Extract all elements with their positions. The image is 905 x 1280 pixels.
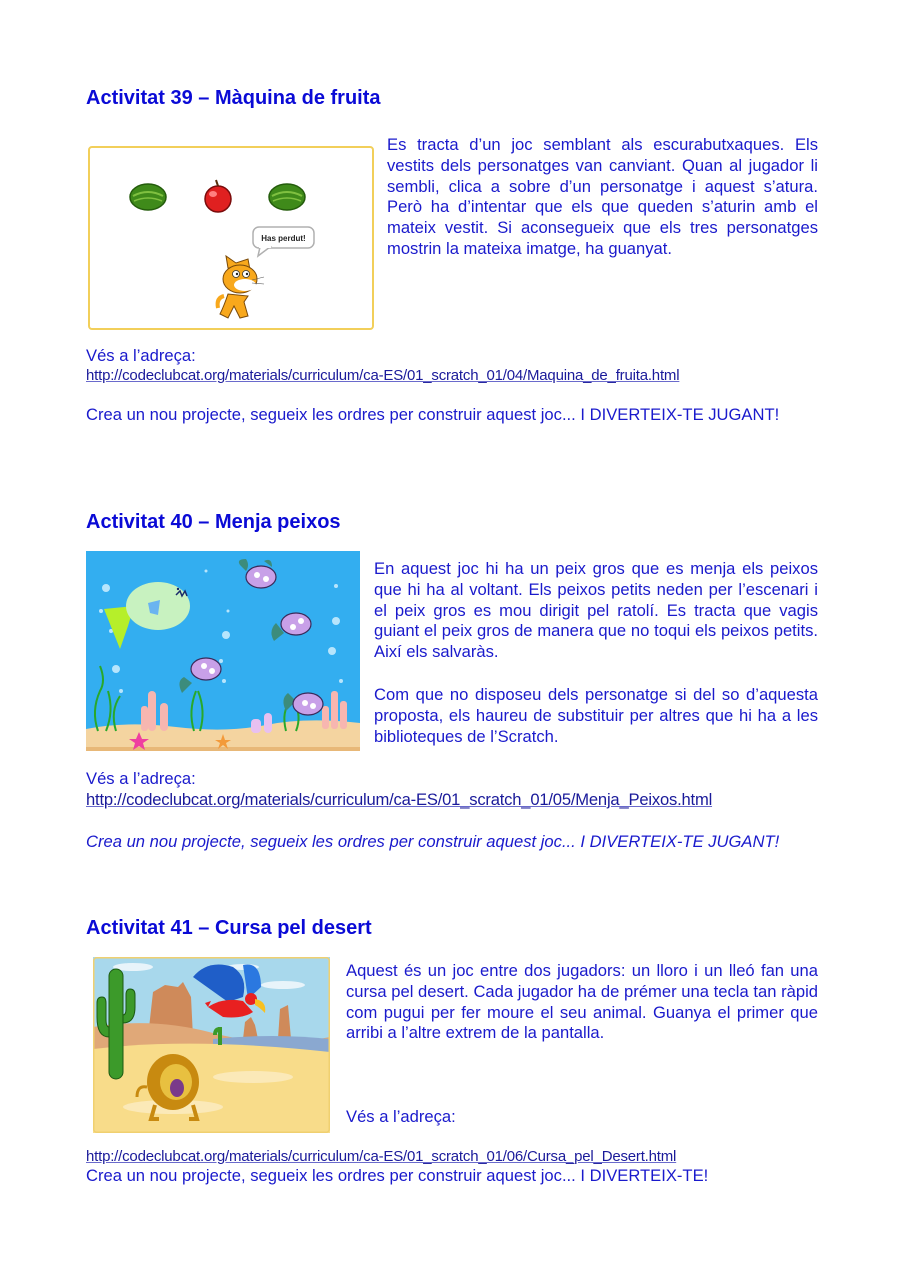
goto-label: Vés a l’adreça: xyxy=(86,769,196,788)
activity-description: En aquest joc hi ha un peix gros que es menja els peixos que hi ha al voltant. Els peixos petits neden per l’escenari i el peix gros es mou dirigit pel ratolí. Es tracta que vagis guiant el peix gros de manera que no toqui els peixos petits. Així els salvaràs. xyxy=(374,559,818,662)
activity-link[interactable]: http://codeclubcat.org/materials/curriculum/ca-ES/01_scratch_01/05/Menja_Peixos.html xyxy=(86,790,713,809)
fish-game-image xyxy=(86,551,360,751)
call-to-action: Crea un nou projecte, segueix les ordres per construir aquest joc... I DIVERTEIX-TE JUGANT! xyxy=(86,832,780,851)
goto-label: Vés a l’adreça: xyxy=(346,1107,456,1126)
activity-title: Activitat 40 – Menja peixos xyxy=(86,511,341,533)
call-to-action: Crea un nou projecte, segueix les ordres per construir aquest joc... I DIVERTEIX-TE! xyxy=(86,1166,709,1185)
activity-link[interactable]: http://codeclubcat.org/materials/curriculum/ca-ES/01_scratch_01/06/Cursa_pel_Desert.html xyxy=(86,1148,677,1165)
desert-race-image xyxy=(93,957,330,1133)
activity-description: Es tracta d’un joc semblant als escurabutxaques. Els vestits dels personatges van canviant. Quan al jugador li sembli, clica a sobre d’un personatge i aquest s’atura. Però ha d’intentar que els que queden s’aturin amb el mateix vestit. Si aconsegueix que els tres personatges mostrin la mateixa imatge, ha guanyat. xyxy=(387,135,818,258)
goto-label: Vés a l’adreça: xyxy=(86,346,196,365)
fruit-machine-image xyxy=(88,146,374,330)
activity-description: Aquest és un joc entre dos jugadors: un lloro i un lleó fan una cursa pel desert. Cada jugador ha de prémer una tecla tan ràpid com pugui per fer moure el seu animal. Guanya el primer que arribi a l’altre extrem de la pantalla. xyxy=(346,961,818,1043)
activity-title: Activitat 41 – Cursa pel desert xyxy=(86,917,372,939)
call-to-action: Crea un nou projecte, segueix les ordres per construir aquest joc... I DIVERTEIX-TE JUGANT! xyxy=(86,405,780,424)
watermelon-icon xyxy=(130,184,166,210)
activity-link[interactable]: http://codeclubcat.org/materials/curriculum/ca-ES/01_scratch_01/04/Maquina_de_fruita.html xyxy=(86,367,680,384)
activity-description-note: Com que no disposeu dels personatge si del so d’aquesta proposta, els haureu de substituir per altres que hi ha a les biblioteques de l’Scratch. xyxy=(374,685,818,746)
svg-text:Has perdut!: Has perdut! xyxy=(261,234,306,243)
activity-title: Activitat 39 – Màquina de fruita xyxy=(86,87,381,109)
watermelon-icon xyxy=(269,184,305,210)
